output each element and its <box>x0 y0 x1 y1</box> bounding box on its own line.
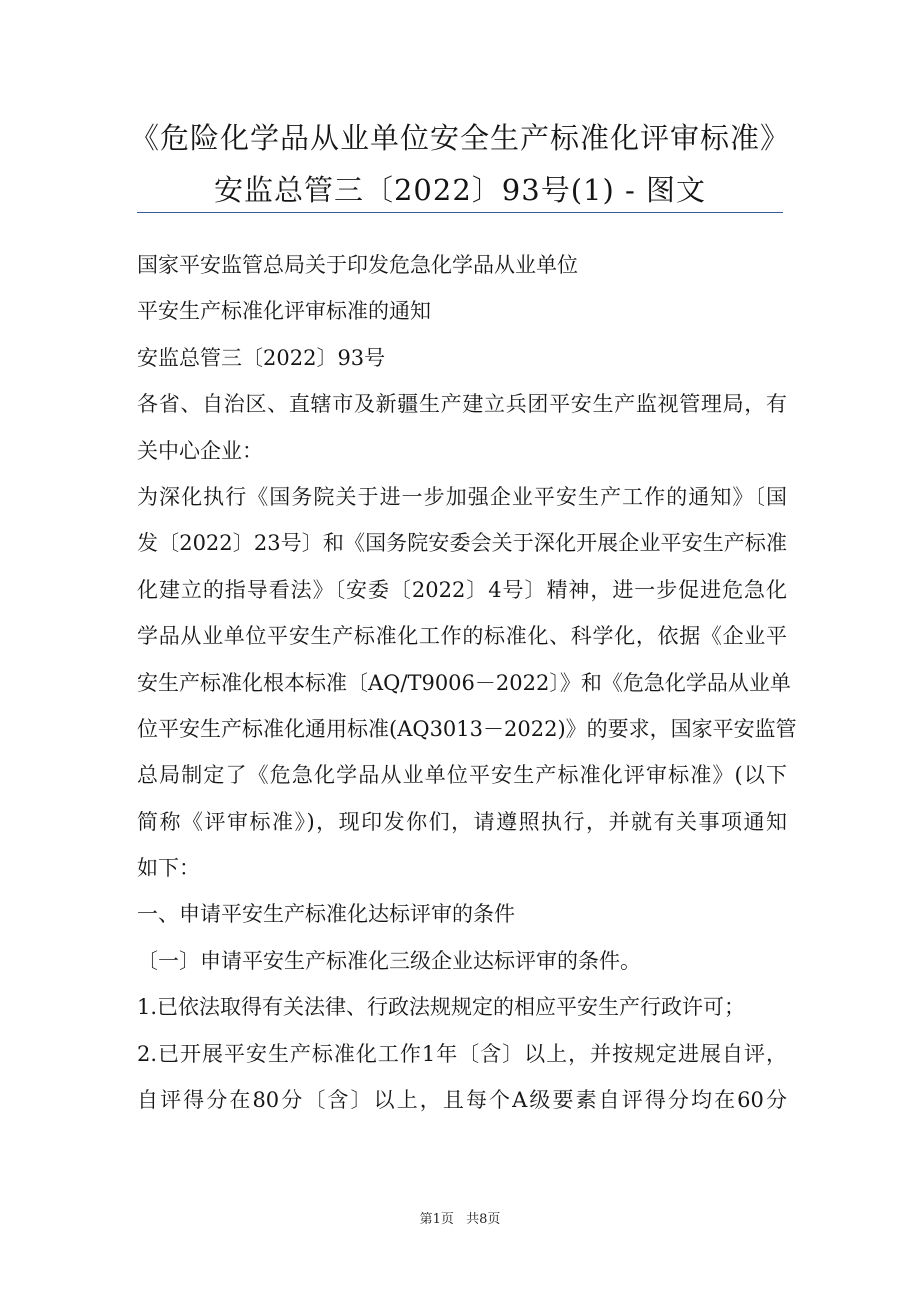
body-line: 平安生产标准化评审标准的通知 <box>137 299 431 324</box>
document-title <box>0 112 920 216</box>
title-line-2: 安监总管三〔2022〕93号(1) - 图文 <box>213 173 707 207</box>
body-line: 为深化执行《国务院关于进一步加强企业平安生产工作的通知》〔国 <box>137 484 787 509</box>
document-body <box>137 242 797 1123</box>
body-line: 关中心企业： <box>137 438 263 463</box>
body-line: 各省、自治区、直辖市及新疆生产建立兵团平安生产监视管理局，有 <box>137 392 787 417</box>
list-item: 2.已开展平安生产标准化工作1年〔含〕以上，并按规定进展自评， <box>137 1041 787 1066</box>
page-footer <box>0 1208 920 1227</box>
page-number: 第1页 <box>419 1212 454 1227</box>
body-line: 安生产标准化根本标准〔AQ/T9006－2022〕》和《危急化学品从业单 <box>137 670 791 695</box>
body-line: 位平安生产标准化通用标准(AQ3013－2022)》的要求，国家平安监管 <box>137 716 797 741</box>
body-line: 发〔2022〕23号〕和《国务院安委会关于深化开展企业平安生产标准 <box>137 531 787 556</box>
list-item: 1.已依法取得有关法律、行政法规规定的相应平安生产行政许可； <box>137 995 746 1020</box>
page-total: 共8页 <box>466 1212 501 1227</box>
body-line: 简称《评审标准》)，现印发你们，请遵照执行，并就有关事项通知 <box>137 809 787 834</box>
body-line: 自评得分在80分〔含〕以上，且每个A级要素自评得分均在60分 <box>137 1088 787 1113</box>
body-line: 国家平安监管总局关于印发危急化学品从业单位 <box>137 253 578 277</box>
body-line: 总局制定了《危急化学品从业单位平安生产标准化评审标准》(以下 <box>137 763 787 788</box>
title-line-1: 《危险化学品从业单位安全生产标准化评审标准》 <box>129 121 790 155</box>
body-line: 学品从业单位平安生产标准化工作的标准化、科学化，依据《企业平 <box>137 624 787 649</box>
section-heading: 一、申请平安生产标准化达标评审的条件 <box>137 902 515 927</box>
body-line: 安监总管三〔2022〕93号 <box>137 345 386 370</box>
body-line: 如下： <box>137 856 200 881</box>
subsection-heading: 〔一〕申请平安生产标准化三级企业达标评审的条件。 <box>137 948 641 973</box>
body-line: 化建立的指导看法》〔安委〔2022〕4号〕精神，进一步促进危急化 <box>137 577 787 602</box>
title-divider <box>137 212 783 213</box>
